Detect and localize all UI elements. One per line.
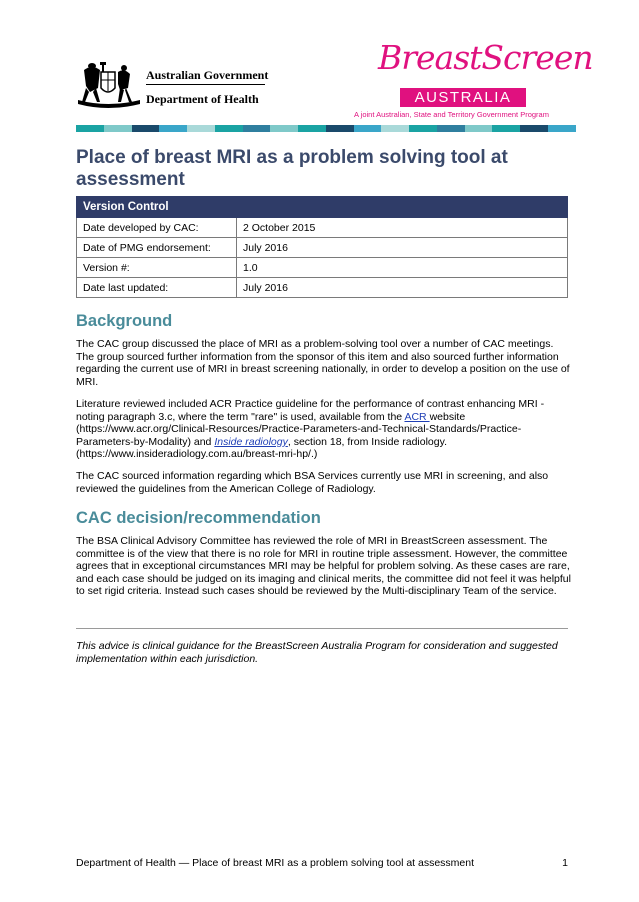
decision-heading: CAC decision/recommendation xyxy=(76,509,321,527)
color-stripe xyxy=(76,125,576,132)
stripe-segment xyxy=(381,125,409,132)
section-divider xyxy=(76,628,568,629)
footer-text: Department of Health — Place of breast MRI as a problem solving tool at assessment xyxy=(76,857,475,869)
stripe-segment xyxy=(104,125,132,132)
stripe-segment xyxy=(437,125,465,132)
coat-of-arms-icon xyxy=(74,58,146,108)
p2-text-b: website (https://www.acr.org/Clinical-Resources/Practice-Parameters-and-Technical-Standards/Practice-Parameters-by-Modality) and xyxy=(76,410,522,448)
row-value: 1.0 xyxy=(237,258,568,278)
row-value: July 2016 xyxy=(237,278,568,298)
stripe-segment xyxy=(270,125,298,132)
stripe-segment xyxy=(409,125,437,132)
stripe-segment xyxy=(298,125,326,132)
page-title: Place of breast MRI as a problem solving tool at assessment xyxy=(76,147,508,190)
stripe-segment xyxy=(548,125,576,132)
stripe-segment xyxy=(215,125,243,132)
p2-text-c: , section 18, from Inside radiology. (https://www.insideradiology.com.au/breast-mri-hp/.) xyxy=(76,435,447,461)
row-label: Date of PMG endorsement: xyxy=(77,238,237,258)
stripe-segment xyxy=(326,125,354,132)
row-label: Version #: xyxy=(77,258,237,278)
stripe-segment xyxy=(187,125,215,132)
guidance-note: This advice is clinical guidance for the BreastScreen Australia Program for consideration and suggested implementation within each jurisdiction. xyxy=(76,640,558,665)
gov-text xyxy=(146,68,268,106)
stripe-segment xyxy=(243,125,271,132)
acr-link[interactable]: ACR xyxy=(404,410,430,423)
breastscreen-tagline: A joint Australian, State and Territory Government Program xyxy=(354,110,549,119)
stripe-segment xyxy=(492,125,520,132)
gov-line1: Australian Government xyxy=(146,68,269,82)
table-row xyxy=(77,238,568,258)
gov-line2: Department of Health xyxy=(146,92,259,106)
stripe-segment xyxy=(465,125,493,132)
stripe-segment xyxy=(520,125,548,132)
page-header xyxy=(0,0,639,140)
background-paragraph-1: The CAC group discussed the place of MRI as a problem-solving tool over a number of CAC meetings. The group sourced further information from the sponsor of this item and also sourced further information regarding the current use of MRI in breast screening nationally, in order to develop a position on the use of MRI. xyxy=(76,338,570,388)
table-row xyxy=(77,258,568,278)
row-label: Date developed by CAC: xyxy=(77,218,237,238)
stripe-segment xyxy=(76,125,104,132)
decision-paragraph: The BSA Clinical Advisory Committee has reviewed the role of MRI in BreastScreen assessment. The committee is of the view that there is no role for MRI in routine triple assessment. However, the committee agrees that in exceptional circumstances MRI may be helpful for problem solving. As these cases are rare, and each case should be judged on its imaging and clinical merits, the committee did not feel it was helpful to set rigid criteria. Instead such cases should be reviewed by the Multi-disciplinary Team of the service. xyxy=(76,535,571,598)
gov-divider xyxy=(146,84,265,85)
stripe-segment xyxy=(159,125,187,132)
page-footer xyxy=(76,857,568,869)
background-paragraph-2 xyxy=(76,398,571,461)
row-label: Date last updated: xyxy=(77,278,237,298)
breastscreen-wordmark: BreastScreen xyxy=(378,38,593,77)
p2-text-a: Literature reviewed included ACR Practice guideline for the performance of contrast enhancing MRI - noting paragraph 3.c, where the term "rare" is used, available from the xyxy=(76,398,545,423)
stripe-segment xyxy=(132,125,160,132)
table-row xyxy=(77,278,568,298)
table-row xyxy=(77,218,568,238)
stripe-segment xyxy=(354,125,382,132)
version-control-heading: Version Control xyxy=(77,197,568,218)
row-value: 2 October 2015 xyxy=(237,218,568,238)
background-paragraph-3: The CAC sourced information regarding which BSA Services currently use MRI in screening, and also reviewed the guidelines from the American College of Radiology. xyxy=(76,470,549,495)
inside-radiology-link[interactable]: Inside radiology xyxy=(214,435,288,448)
version-control-table xyxy=(76,196,568,298)
row-value: July 2016 xyxy=(237,238,568,258)
page-number: 1 xyxy=(562,857,568,869)
background-heading: Background xyxy=(76,312,173,330)
breastscreen-banner: AUSTRALIA xyxy=(400,88,526,107)
